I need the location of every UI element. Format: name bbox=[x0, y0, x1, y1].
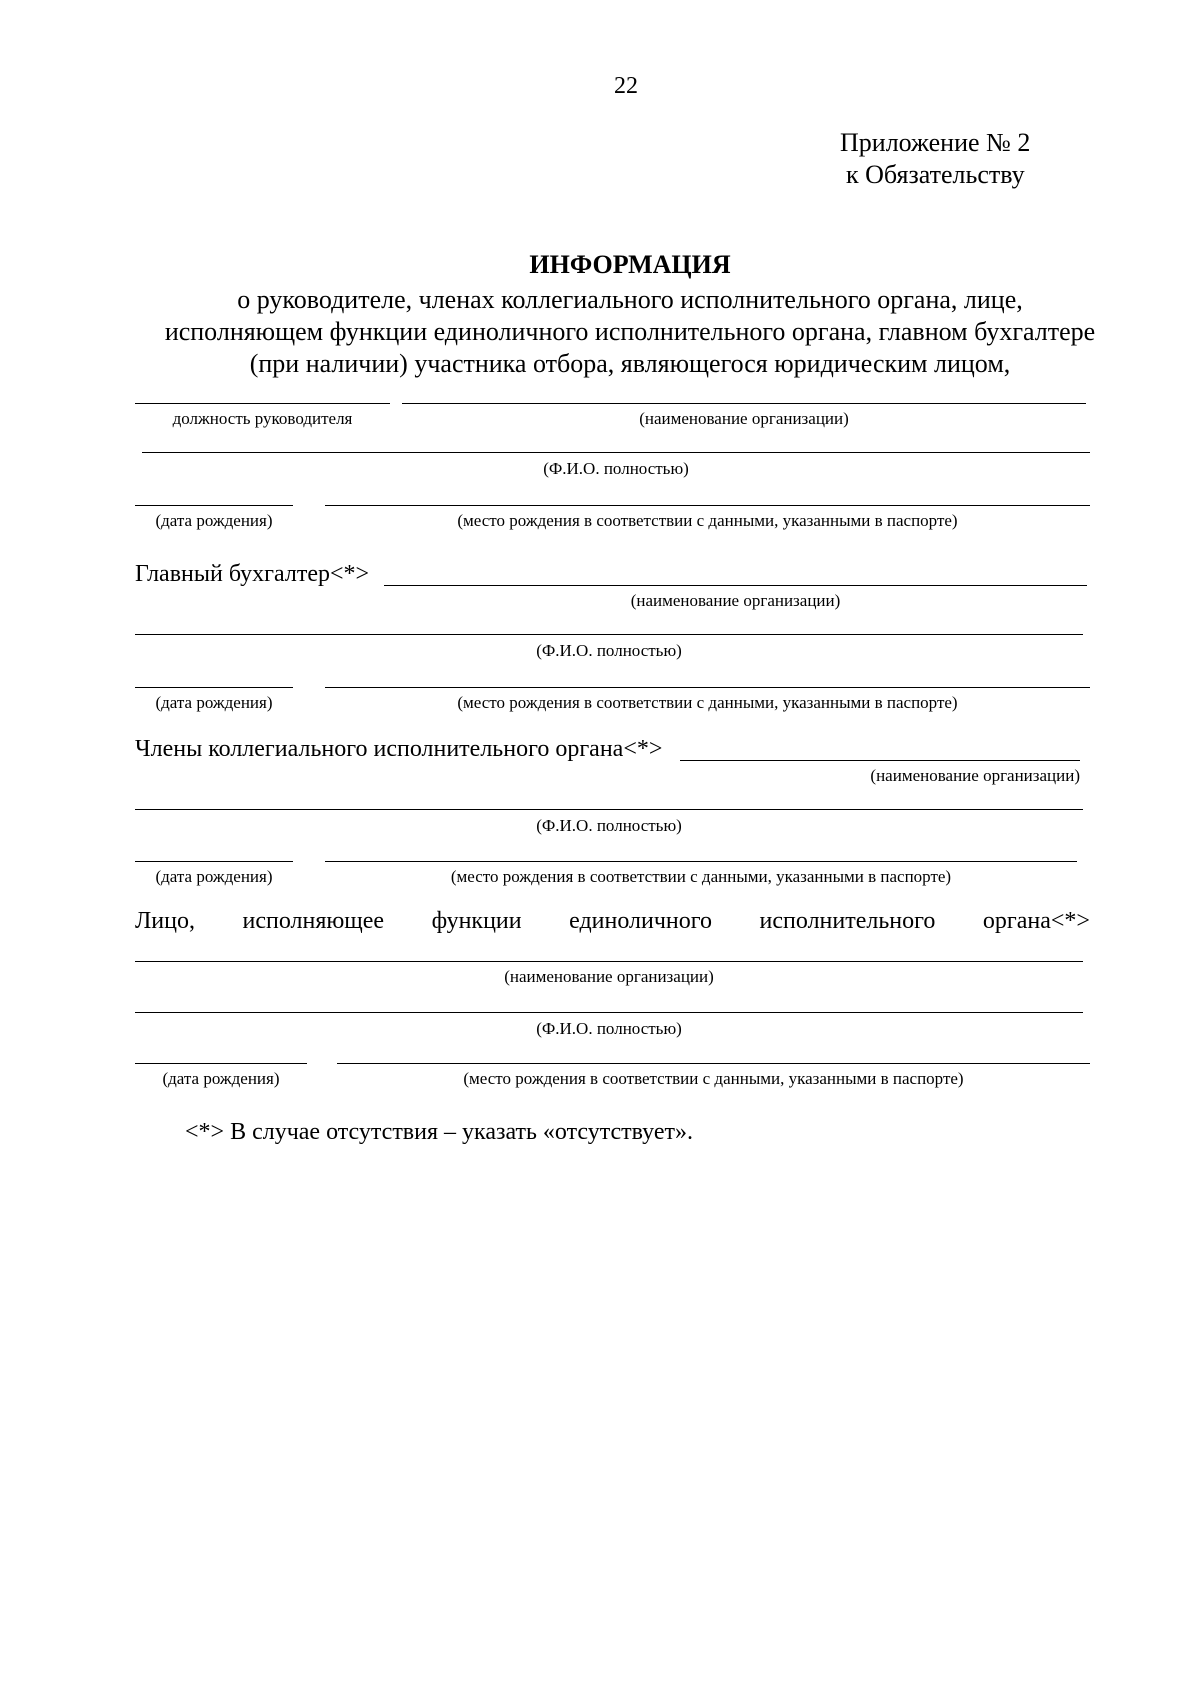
page-number: 22 bbox=[614, 73, 638, 99]
chief-accountant-birth-place-caption: (место рождения в соответствии с данными, указанными в паспорте) bbox=[457, 693, 958, 712]
sole-executive-birth-date-caption: (дата рождения) bbox=[162, 1069, 280, 1088]
sole-executive-birth-place-caption: (место рождения в соответствии с данными, указанными в паспорте) bbox=[463, 1069, 964, 1088]
board-members-birth-place-caption: (место рождения в соответствии с данными, указанными в паспорте) bbox=[450, 867, 952, 886]
board-members-birth-date-caption: (дата рождения) bbox=[155, 867, 273, 886]
head-org-name-caption: (наименование организации) bbox=[639, 409, 849, 428]
sole-executive-word-1: Лицо, bbox=[135, 908, 195, 934]
head-full-name-caption: (Ф.И.О. полностью) bbox=[543, 459, 689, 478]
sole-executive-word-3: функции bbox=[431, 908, 522, 934]
board-members-full-name-caption: (Ф.И.О. полностью) bbox=[536, 816, 682, 835]
sole-executive-birth-date-field[interactable] bbox=[135, 1063, 307, 1064]
chief-accountant-birth-date-field[interactable] bbox=[135, 687, 293, 688]
chief-accountant-full-name-caption: (Ф.И.О. полностью) bbox=[536, 641, 682, 660]
head-birth-date-caption: (дата рождения) bbox=[155, 511, 273, 530]
board-members-full-name-field[interactable] bbox=[135, 809, 1083, 810]
sole-executive-label bbox=[135, 908, 1090, 935]
board-members-org-name-caption: (наименование организации) bbox=[870, 766, 1080, 785]
sole-executive-org-name-caption: (наименование организации) bbox=[504, 967, 714, 986]
sole-executive-word-5: исполнительного bbox=[759, 908, 936, 934]
document-subtitle-3: (при наличии) участника отбора, являющегося юридическим лицом, bbox=[249, 349, 1011, 378]
board-members-org-name-field[interactable] bbox=[680, 760, 1080, 761]
sole-executive-org-name-field[interactable] bbox=[135, 961, 1083, 962]
document-subtitle-2: исполняющем функции единоличного исполнительного органа, главном бухгалтере bbox=[164, 317, 1096, 346]
sole-executive-full-name-caption: (Ф.И.О. полностью) bbox=[536, 1019, 682, 1038]
board-members-birth-place-field[interactable] bbox=[325, 861, 1077, 862]
head-position-caption: должность руководителя bbox=[172, 409, 353, 428]
chief-accountant-birth-place-field[interactable] bbox=[325, 687, 1090, 688]
document-title: ИНФОРМАЦИЯ bbox=[529, 250, 731, 279]
chief-accountant-full-name-field[interactable] bbox=[135, 634, 1083, 635]
head-birth-place-caption: (место рождения в соответствии с данными, указанными в паспорте) bbox=[457, 511, 958, 530]
board-members-birth-date-field[interactable] bbox=[135, 861, 293, 862]
head-org-name-field[interactable] bbox=[402, 403, 1086, 404]
chief-accountant-org-name-field[interactable] bbox=[384, 585, 1087, 586]
appendix-line-2: к Обязательству bbox=[846, 160, 1025, 189]
chief-accountant-org-name-caption: (наименование организации) bbox=[630, 591, 841, 610]
chief-accountant-label: Главный бухгалтер<*> bbox=[135, 561, 370, 587]
head-birth-place-field[interactable] bbox=[325, 505, 1090, 506]
sole-executive-birth-place-field[interactable] bbox=[337, 1063, 1090, 1064]
sole-executive-word-6: органа<*> bbox=[982, 908, 1090, 934]
head-full-name-field[interactable] bbox=[142, 452, 1090, 453]
document-subtitle-1: о руководителе, членах коллегиального исполнительного органа, лице, bbox=[237, 285, 1023, 314]
chief-accountant-birth-date-caption: (дата рождения) bbox=[155, 693, 273, 712]
head-birth-date-field[interactable] bbox=[135, 505, 293, 506]
head-position-field[interactable] bbox=[135, 403, 390, 404]
sole-executive-word-4: единоличного bbox=[569, 908, 713, 934]
sole-executive-word-2: исполняющее bbox=[242, 908, 385, 934]
sole-executive-full-name-field[interactable] bbox=[135, 1012, 1083, 1013]
board-members-label: Члены коллегиального исполнительного органа<*> bbox=[135, 736, 663, 762]
footnote: <*> В случае отсутствия – указать «отсутствует». bbox=[185, 1119, 693, 1145]
appendix-line-1: Приложение № 2 bbox=[840, 128, 1031, 157]
